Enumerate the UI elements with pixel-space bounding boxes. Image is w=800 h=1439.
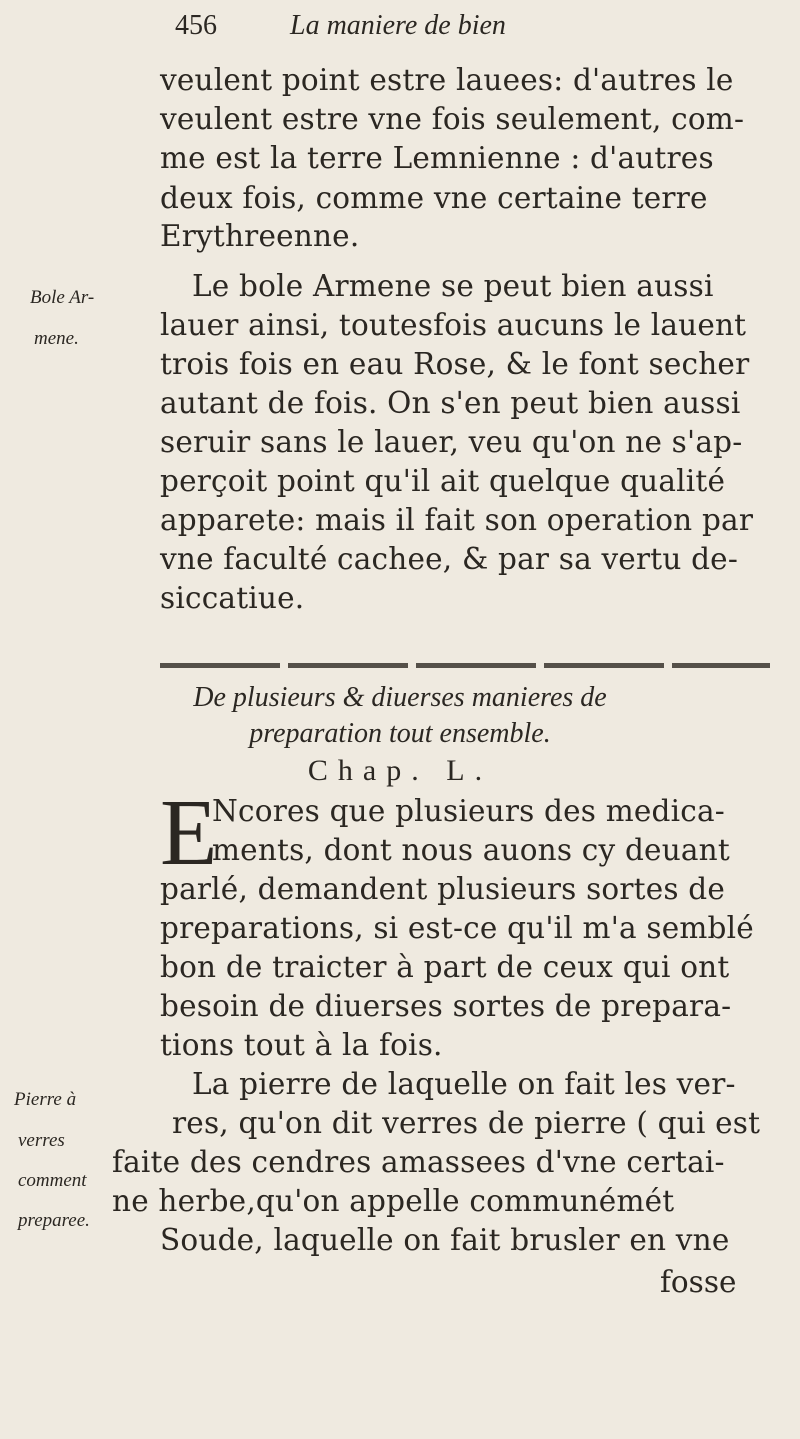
text-line: perçoit point qu'il ait quelque qualité <box>160 464 726 498</box>
text-line: La pierre de laquelle on fait les ver- <box>192 1067 736 1101</box>
text-line: deux fois, comme vne certaine terre <box>160 181 708 215</box>
text-line: trois fois en eau Rose, & le font secher <box>160 347 750 381</box>
text-line: apparete: mais il fait son operation par <box>160 503 754 537</box>
drop-capital: E <box>160 781 218 885</box>
text-line: lauer ainsi, toutesfois aucuns le lauent <box>160 308 747 342</box>
page-header <box>175 10 735 50</box>
text-line: preparations, si est-ce qu'il m'a semblé <box>160 911 754 945</box>
margin-note: comment <box>18 1170 87 1191</box>
margin-note: Bole Ar- <box>30 287 95 308</box>
text-line: Ncores que plusieurs des medica- <box>212 794 725 828</box>
chapter-heading: Chap. L. <box>307 754 493 787</box>
margin-note: mene. <box>34 328 79 349</box>
section-title: De plusieurs & diuerses manieres de <box>193 682 607 713</box>
text-line: seruir sans le lauer, veu qu'on ne s'ap- <box>160 425 743 459</box>
section-title: preparation tout ensemble. <box>249 718 551 749</box>
text-line: ne herbe,qu'on appelle communémét <box>112 1184 675 1218</box>
margin-note: Pierre à <box>14 1089 77 1110</box>
page-number: 456 <box>175 10 217 41</box>
text-line: Soude, laquelle on fait brusler en vne <box>160 1223 730 1257</box>
text-line: ments, dont nous auons cy deuant <box>212 833 730 867</box>
running-title: La maniere de bien <box>290 10 506 41</box>
text-line: tions tout à la fois. <box>160 1028 443 1062</box>
text-line: parlé, demandent plusieurs sortes de <box>160 872 726 906</box>
text-line: me est la terre Lemnienne : d'autres <box>160 141 714 175</box>
text-line: veulent point estre lauees: d'autres le <box>160 63 734 97</box>
margin-note: verres <box>18 1130 65 1151</box>
text-line: autant de fois. On s'en peut bien aussi <box>160 386 741 420</box>
margin-note: preparee. <box>18 1210 90 1231</box>
text-line: vne faculté cachee, & par sa vertu de- <box>160 542 739 576</box>
catchword: fosse <box>660 1265 737 1299</box>
text-line: res, qu'on dit verres de pierre ( qui est <box>172 1106 761 1140</box>
text-line: Erythreenne. <box>160 219 360 253</box>
text-line: besoin de diuerses sortes de prepara- <box>160 989 732 1023</box>
text-line: veulent estre vne fois seulement, com- <box>160 102 745 136</box>
text-line: siccatiue. <box>160 581 305 615</box>
ornamental-rule <box>160 663 770 668</box>
text-line: faite des cendres amassees d'vne certai- <box>112 1145 725 1179</box>
text-line: Le bole Armene se peut bien aussi <box>192 269 714 303</box>
text-line: bon de traicter à part de ceux qui ont <box>160 950 730 984</box>
